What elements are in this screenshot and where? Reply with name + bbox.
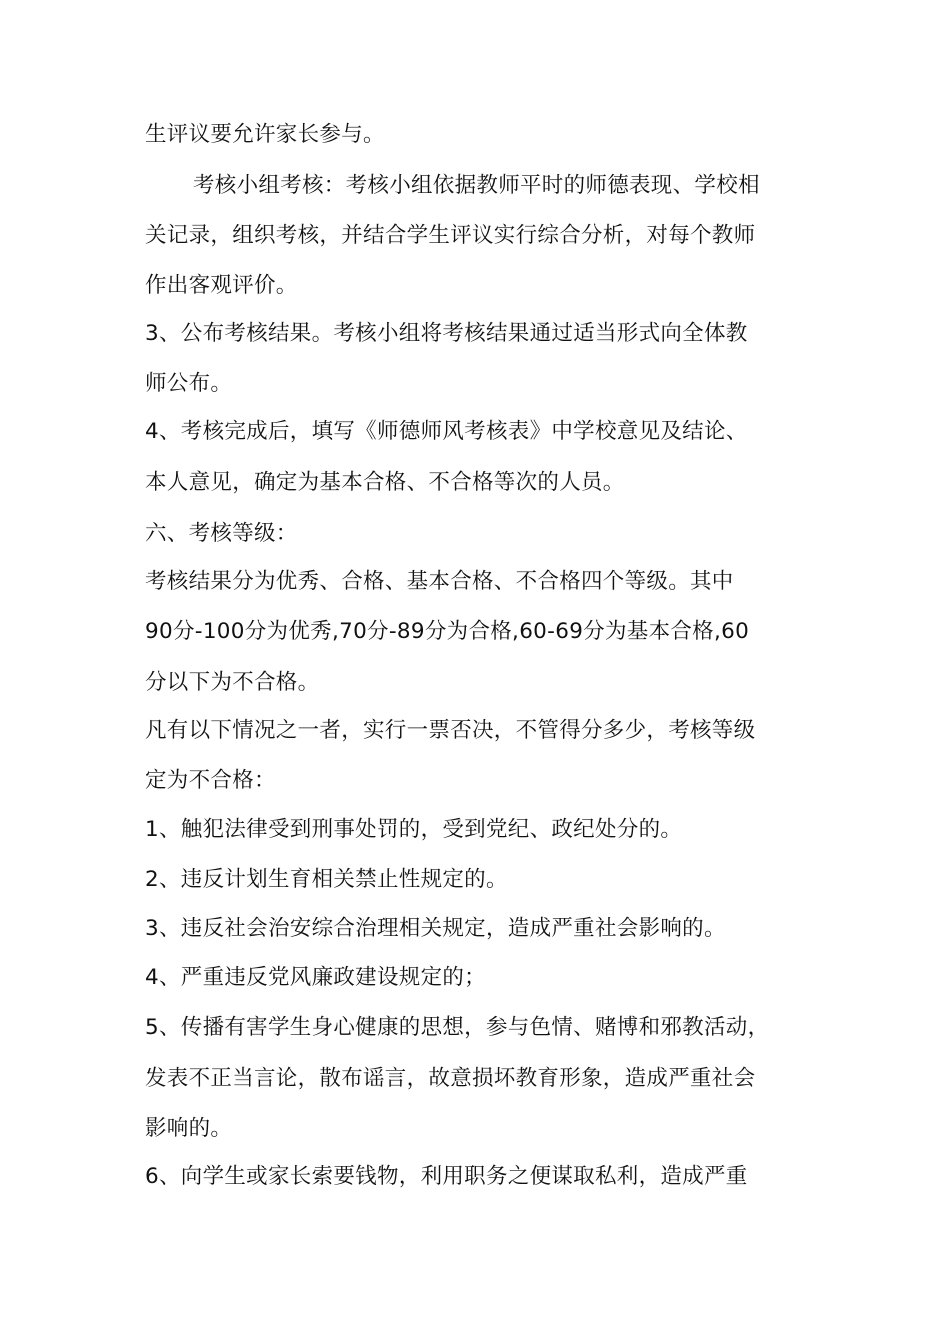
text-line: 发表不正当言论，散布谣言，故意损坏教育形象，造成严重社会: [145, 1066, 756, 1091]
list-item: 3、违反社会治安综合治理相关规定，造成严重社会影响的。: [145, 916, 726, 941]
text-line: 师公布。: [145, 371, 233, 396]
text-line: 影响的。: [145, 1116, 233, 1141]
section-heading: 六、考核等级：: [145, 521, 298, 546]
list-item: 1、触犯法律受到刑事处罚的，受到党纪、政纪处分的。: [145, 817, 683, 842]
list-item: 4、严重违反党风廉政建设规定的；: [145, 965, 486, 990]
text-line: 凡有以下情况之一者，实行一票否决，不管得分多少，考核等级: [145, 718, 756, 743]
text-line: 4、考核完成后，填写《师德师风考核表》中学校意见及结论、: [145, 419, 748, 444]
text-line: 考核小组考核：考核小组依据教师平时的师德表现、学校相: [193, 173, 760, 198]
text-line: 关记录，组织考核，并结合学生评议实行综合分析，对每个教师: [145, 223, 756, 248]
text-line: 考核结果分为优秀、合格、基本合格、不合格四个等级。其中: [145, 569, 734, 594]
list-item: 6、向学生或家长索要钱物，利用职务之便谋取私利，造成严重: [145, 1164, 748, 1189]
text-line: 90分-100分为优秀,70分-89分为合格,60-69分为基本合格,60: [145, 619, 750, 644]
text-line: 定为不合格：: [145, 768, 276, 793]
text-line: 3、公布考核结果。考核小组将考核结果通过适当形式向全体教: [145, 321, 748, 346]
list-item: 5、传播有害学生身心健康的思想，参与色情、赌博和邪教活动，: [145, 1015, 770, 1040]
text-line: 生评议要允许家长参与。: [145, 122, 385, 147]
text-line: 分以下为不合格。: [145, 670, 320, 695]
text-line: 作出客观评价。: [145, 273, 298, 298]
text-line: 本人意见，确定为基本合格、不合格等次的人员。: [145, 470, 625, 495]
list-item: 2、违反计划生育相关禁止性规定的。: [145, 867, 508, 892]
